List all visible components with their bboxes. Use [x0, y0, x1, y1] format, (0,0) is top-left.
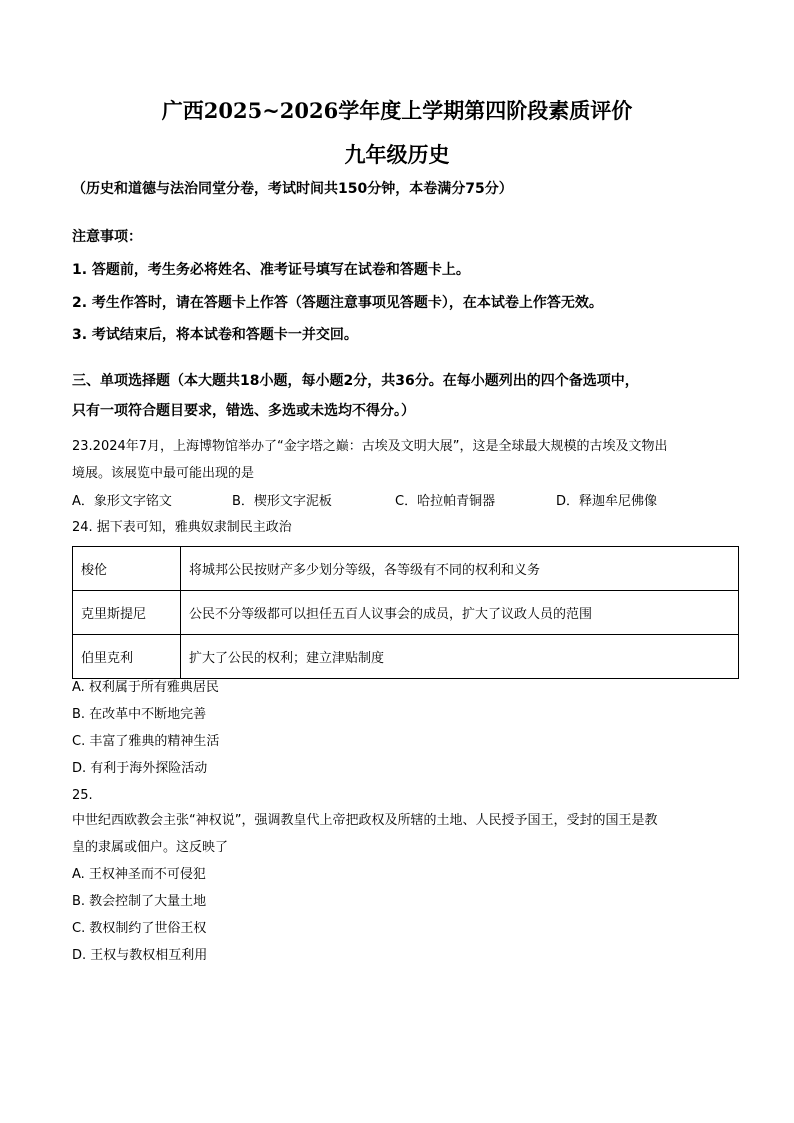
q23-option-a: A．象形文字铭文	[72, 494, 172, 509]
table-cell-person: 伯里克利	[73, 635, 181, 679]
notice-item-2: 2. 考生作答时，请在答题卡上作答（答题注意事项见答题卡），在本试卷上作答无效。	[72, 295, 603, 311]
q24-table	[72, 546, 739, 679]
q24-option-b: B. 在改革中不断地完善	[72, 707, 207, 722]
q25-option-c: C. 教权制约了世俗王权	[72, 921, 207, 936]
q25-stem-line-1: 中世纪西欧教会主张“神权说”，强调教皇代上帝把政权及所辖的土地、人民授予国王，受封的国王是教	[72, 813, 658, 828]
q24-stem: 24. 据下表可知，雅典奴隶制民主政治	[72, 520, 292, 535]
q23-option-b: B．楔形文字泥板	[232, 494, 332, 509]
notice-item-3: 3. 考试结束后，将本试卷和答题卡一并交回。	[72, 327, 358, 343]
table-row	[73, 635, 739, 679]
notice-heading: 注意事项：	[72, 229, 142, 245]
table-cell-person: 克里斯提尼	[73, 591, 181, 635]
q24-option-a: A. 权利属于所有雅典居民	[72, 680, 219, 695]
q23-option-c: C．哈拉帕青铜器	[395, 494, 496, 509]
q24-option-d: D. 有利于海外探险活动	[72, 761, 208, 776]
section-heading-line-2: 只有一项符合题目要求，错选、多选或未选均不得分。）	[72, 403, 415, 419]
q23-option-d: D．释迦牟尼佛像	[556, 494, 658, 509]
table-cell-reform: 公民不分等级都可以担任五百人议事会的成员，扩大了议政人员的范围	[181, 591, 739, 635]
exam-title: 广西2025~2026学年度上学期第四阶段素质评价	[161, 98, 633, 123]
exam-subject: 九年级历史	[344, 142, 450, 167]
table-cell-reform: 扩大了公民的权利；建立津贴制度	[181, 635, 739, 679]
q24-option-c: C. 丰富了雅典的精神生活	[72, 734, 220, 749]
q25-stem-line-2: 皇的隶属或佃户。这反映了	[72, 840, 229, 855]
table-cell-reform: 将城邦公民按财产多少划分等级，各等级有不同的权利和义务	[181, 547, 739, 591]
q23-stem-line-2: 境展。该展览中最可能出现的是	[72, 466, 255, 481]
q25-option-a: A. 王权神圣而不可侵犯	[72, 867, 206, 882]
q25-option-d: D. 王权与教权相互利用	[72, 948, 208, 963]
table-cell-person: 梭伦	[73, 547, 181, 591]
q25-option-b: B. 教会控制了大量土地	[72, 894, 207, 909]
exam-note: （历史和道德与法治同堂分卷，考试时间共150分钟，本卷满分75分）	[72, 181, 513, 197]
q23-stem-line-1: 23.2024年7月，上海博物馆举办了“金字塔之巅：古埃及文明大展”，这是全球最大规模的古埃及文物出	[72, 439, 668, 454]
section-heading-line-1: 三、单项选择题（本大题共18小题，每小题2分，共36分。在每小题列出的四个备选项中，	[72, 373, 639, 389]
notice-item-1: 1. 答题前，考生务必将姓名、准考证号填写在试卷和答题卡上。	[72, 262, 470, 278]
q25-number: 25.	[72, 788, 93, 803]
table-row	[73, 547, 739, 591]
table-row	[73, 591, 739, 635]
